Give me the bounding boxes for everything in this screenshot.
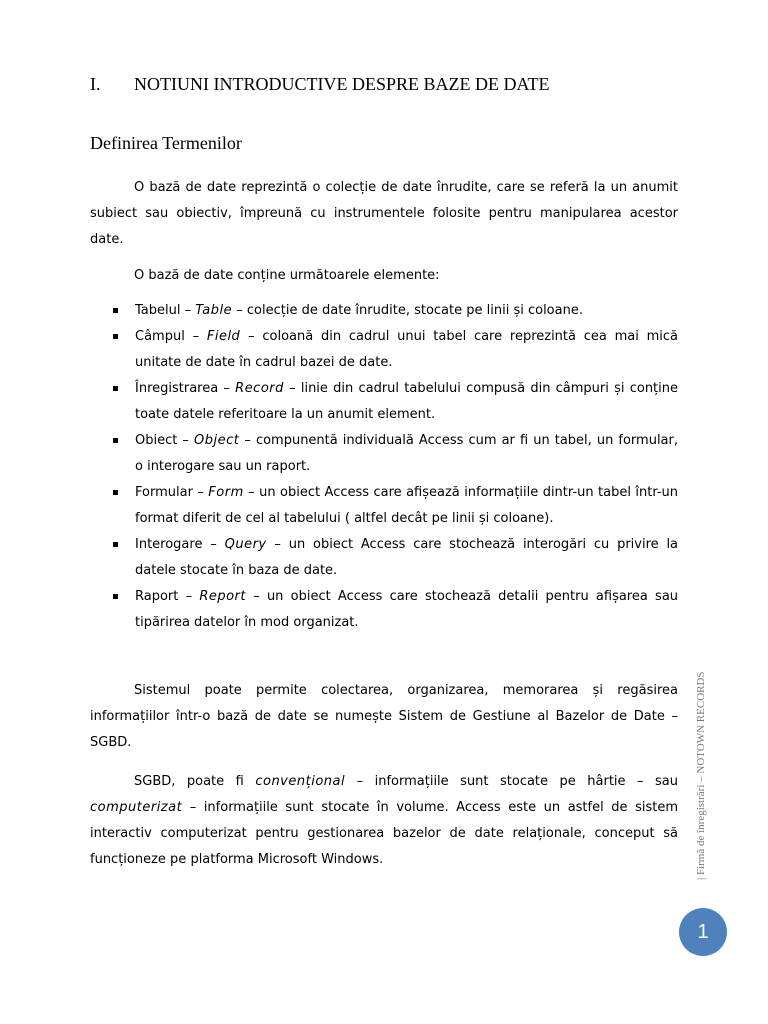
list-item: Raport – Report – un obiect Access care stochează detalii pentru afișarea sau tipărirea datelor în mod organizat. <box>90 584 678 636</box>
intro-paragraph: O bază de date reprezintă o colecție de date înrudite, care se referă la un anumit subiect sau obiectiv, împreună cu instrumentele folosite pentru manipularea acestor date. <box>90 180 678 247</box>
sgbd-types-paragraph: SGBD, poate fi convențional – informațiile sunt stocate pe hârtie – sau computerizat – informațiile sunt stocate în volume. Access este un astfel de sistem interactiv computerizat pentru gestionarea bazelor de date relaționale, conceput să funcționeze pe platforma Microsoft Windows. <box>90 774 679 867</box>
list-item: Formular – Form – un obiect Access care afișează informațiile dintr-un tabel într-un format diferit de cel al tabelului ( altfel decât pe linii și coloane). <box>90 480 678 532</box>
side-note: | Firmă de înregistrări – NOTOWN RECORDS <box>695 671 707 880</box>
list-item: Câmpul – Field – coloană din cadrul unui tabel care reprezintă cea mai mică unitate de date în cadrul bazei de date. <box>90 324 678 376</box>
list-item: Înregistrarea – Record – linie din cadrul tabelului compusă din câmpuri și conține toate datele referitoare la un anumit element. <box>90 376 678 428</box>
section-title: Definirea Termenilor <box>90 133 242 153</box>
chapter-number: I. <box>90 74 101 94</box>
list-item: Tabelul – Table – colecție de date înrudite, stocate pe linii și coloane. <box>90 298 678 324</box>
list-item: Obiect – Object – compunentă individuală Access cum ar fi un tabel, un formular, o interogare sau un raport. <box>90 428 678 480</box>
chapter-title <box>90 74 549 95</box>
list-item: Interogare – Query – un obiect Access care stochează interogări cu privire la datele stocate în baza de date. <box>90 532 678 584</box>
page-number-badge: 1 <box>679 908 727 956</box>
elements-list <box>90 298 678 636</box>
elements-intro: O bază de date conține următoarele elemente: <box>134 268 440 283</box>
chapter-title-text: NOTIUNI INTRODUCTIVE DESPRE BAZE DE DATE <box>134 74 550 94</box>
sgbd-paragraph: Sistemul poate permite colectarea, organizarea, memorarea și regăsirea informațiilor într-o bază de date se numește Sistem de Gestiune al Bazelor de Date – SGBD. <box>90 683 678 750</box>
